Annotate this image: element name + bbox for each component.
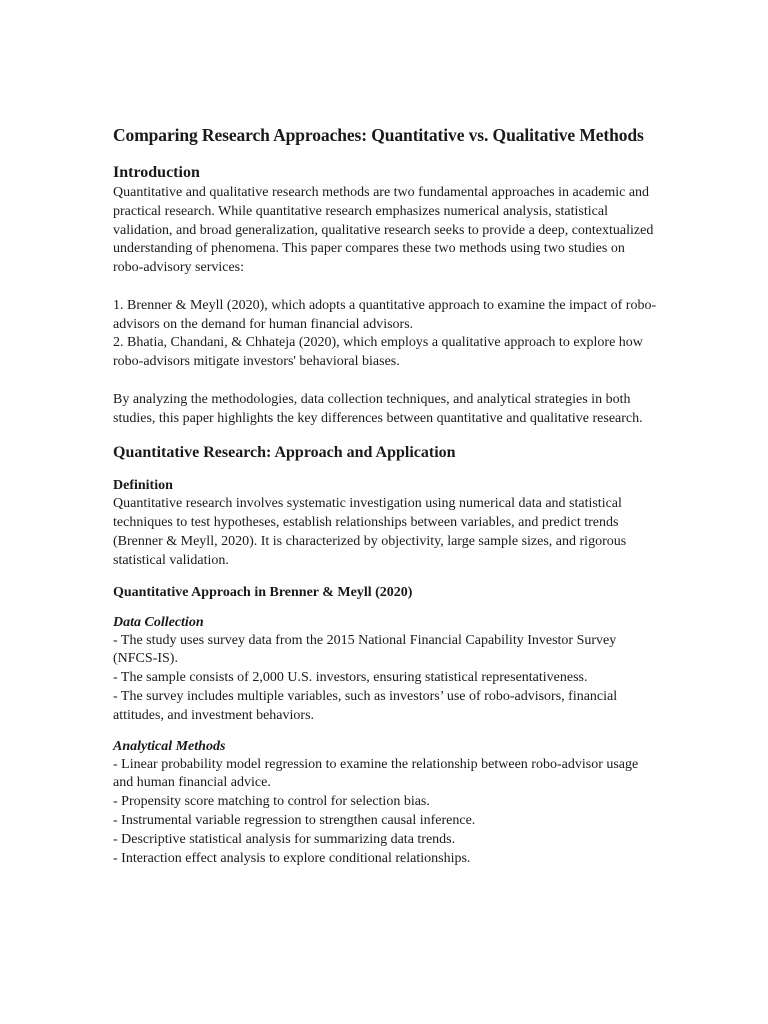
list-item: 2. Bhatia, Chandani, & Chhateja (2020), which employs a qualitative approach to explore how robo-advisors mitigate investors' behavioral biases. [113, 335, 643, 370]
definition-paragraph: Quantitative research involves systematic investigation using numerical data and statistical techniques to test hypotheses, establish relationships between variables, and predict trends (Brenner & Meyll, 2020). It is characterized by objectivity, large sample sizes, and rigorous statistical validation. [113, 496, 627, 568]
list-item: - Interaction effect analysis to explore conditional relationships. [113, 850, 471, 866]
data-collection-heading: Data Collection [113, 614, 204, 630]
data-collection-list [113, 632, 658, 726]
list-item: - The sample consists of 2,000 U.S. investors, ensuring statistical representativeness. [113, 670, 588, 686]
list-item: - Linear probability model regression to examine the relationship between robo-advisor usage and human financial advice. [113, 756, 639, 791]
list-item: - The study uses survey data from the 2015 National Financial Capability Investor Survey (NFCS-IS). [113, 632, 617, 667]
list-item: 1. Brenner & Meyll (2020), which adopts a quantitative approach to examine the impact of robo-advisors on the demand for human financial advisors. [113, 297, 657, 332]
introduction-heading: Introduction [113, 164, 200, 181]
studies-list [113, 297, 658, 372]
introduction-paragraph: Quantitative and qualitative research methods are two fundamental approaches in academic and practical research. While quantitative research emphasizes numerical analysis, statistical validation, and broad generalization, qualitative research seeks to provide a deep, contextualized understanding of phenomena. This paper compares these two methods using two studies on robo-advisory services: [113, 185, 654, 276]
list-item: - The survey includes multiple variables, such as investors’ use of robo-advisors, financial attitudes, and investment behaviors. [113, 688, 618, 723]
list-item: - Instrumental variable regression to strengthen causal inference. [113, 812, 476, 828]
document-body [113, 122, 658, 868]
analytical-methods-list [113, 756, 658, 869]
definition-heading: Definition [113, 478, 173, 494]
document-title: Comparing Research Approaches: Quantitative vs. Qualitative Methods [113, 125, 644, 145]
analytical-methods-heading: Analytical Methods [113, 738, 226, 754]
approach-heading: Quantitative Approach in Brenner & Meyll (2020) [113, 584, 413, 600]
quantitative-heading: Quantitative Research: Approach and Application [113, 444, 456, 462]
list-item: - Propensity score matching to control for selection bias. [113, 794, 430, 810]
introduction-closing-paragraph: By analyzing the methodologies, data collection techniques, and analytical strategies in both studies, this paper highlights the key differences between quantitative and qualitative research. [113, 391, 643, 426]
list-item: - Descriptive statistical analysis for summarizing data trends. [113, 831, 456, 847]
